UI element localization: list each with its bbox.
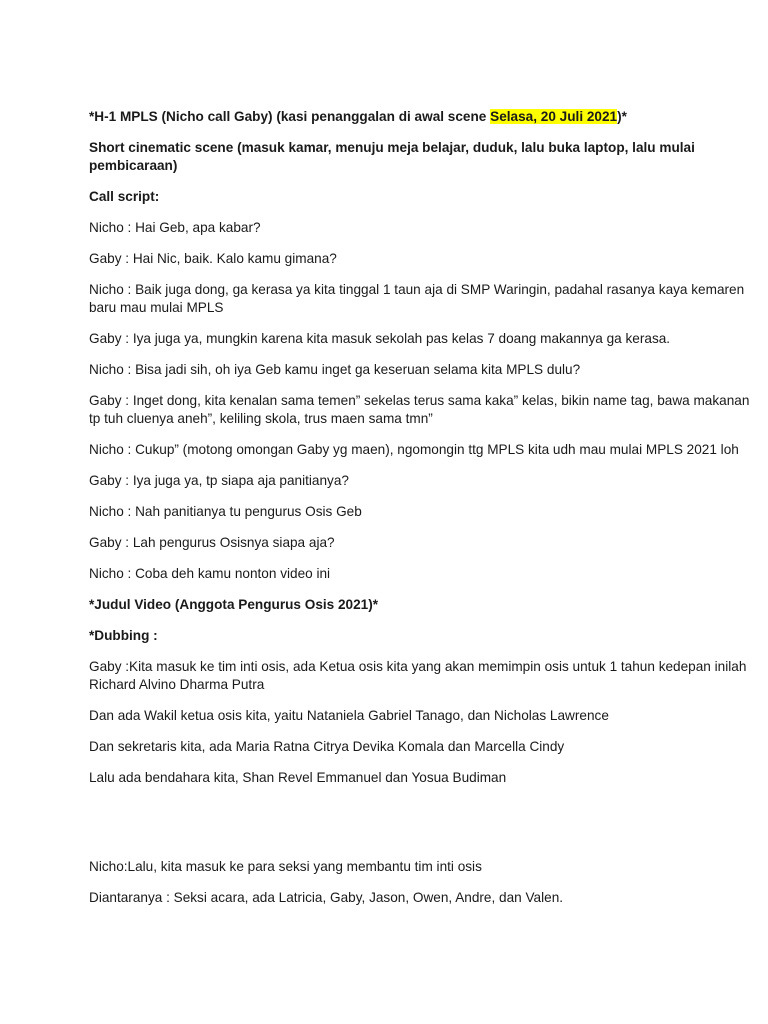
dubbing-label: *Dubbing : [89, 628, 158, 643]
dubbing-line: Dan sekretaris kita, ada Maria Ratna Citrya Devika Komala dan Marcella Cindy [89, 739, 565, 754]
dubbing-line: Lalu ada bendahara kita, Shan Revel Emmanuel dan Yosua Budiman [89, 770, 507, 785]
call-line: Gaby : Iya juga ya, mungkin karena kita masuk sekolah pas kelas 7 doang makannya ga kerasa. [89, 331, 671, 346]
closing-line: Nicho:Lalu, kita masuk ke para seksi yang membantu tim inti osis [89, 859, 482, 874]
call-line: Nicho : Bisa jadi sih, oh iya Geb kamu inget ga keseruan selama kita MPLS dulu? [89, 362, 581, 377]
dubbing-line: Gaby :Kita masuk ke tim inti osis, ada Ketua osis kita yang akan memimpin osis untuk 1 tahun kedepan inilah Richard Alvino Dharma Putra [89, 659, 747, 692]
document-body [89, 108, 757, 920]
call-line: Nicho : Nah panitianya tu pengurus Osis Geb [89, 504, 362, 519]
call-line: Gaby : Lah pengurus Osisnya siapa aja? [89, 535, 335, 550]
scene-date-highlight: Selasa, 20 Juli 2021 [490, 109, 618, 124]
closing-line: Diantaranya : Seksi acara, ada Latricia, Gaby, Jason, Owen, Andre, dan Valen. [89, 890, 564, 905]
scene-heading-suffix: )* [617, 109, 627, 124]
scene-heading-prefix: *H-1 MPLS (Nicho call Gaby) (kasi penanggalan di awal scene [89, 109, 491, 124]
call-line: Nicho : Coba deh kamu nonton video ini [89, 566, 331, 581]
call-line: Gaby : Iya juga ya, tp siapa aja panitianya? [89, 473, 349, 488]
call-line: Nicho : Hai Geb, apa kabar? [89, 220, 261, 235]
call-line: Nicho : Cukup” (motong omongan Gaby yg maen), ngomongin ttg MPLS kita udh mau mulai MPLS 2021 loh [89, 442, 739, 457]
call-line: Nicho : Baik juga dong, ga kerasa ya kita tinggal 1 taun aja di SMP Waringin, padahal rasanya kaya kemaren baru mau mulai MPLS [89, 282, 745, 315]
video-title: *Judul Video (Anggota Pengurus Osis 2021)* [89, 597, 379, 612]
call-line: Gaby : Inget dong, kita kenalan sama temen” sekelas terus sama kaka” kelas, bikin name tag, bawa makanan tp tuh cluenya aneh”, keliling skola, trus maen sama tmn” [89, 393, 750, 426]
blank-space [89, 800, 757, 858]
call-line: Gaby : Hai Nic, baik. Kalo kamu gimana? [89, 251, 337, 266]
scene-direction: Short cinematic scene (masuk kamar, menuju meja belajar, duduk, lalu buka laptop, lalu mulai pembicaraan) [89, 140, 695, 173]
call-script-label: Call script: [89, 189, 160, 204]
dubbing-line: Dan ada Wakil ketua osis kita, yaitu Nataniela Gabriel Tanago, dan Nicholas Lawrence [89, 708, 609, 723]
scene-heading [89, 108, 757, 126]
